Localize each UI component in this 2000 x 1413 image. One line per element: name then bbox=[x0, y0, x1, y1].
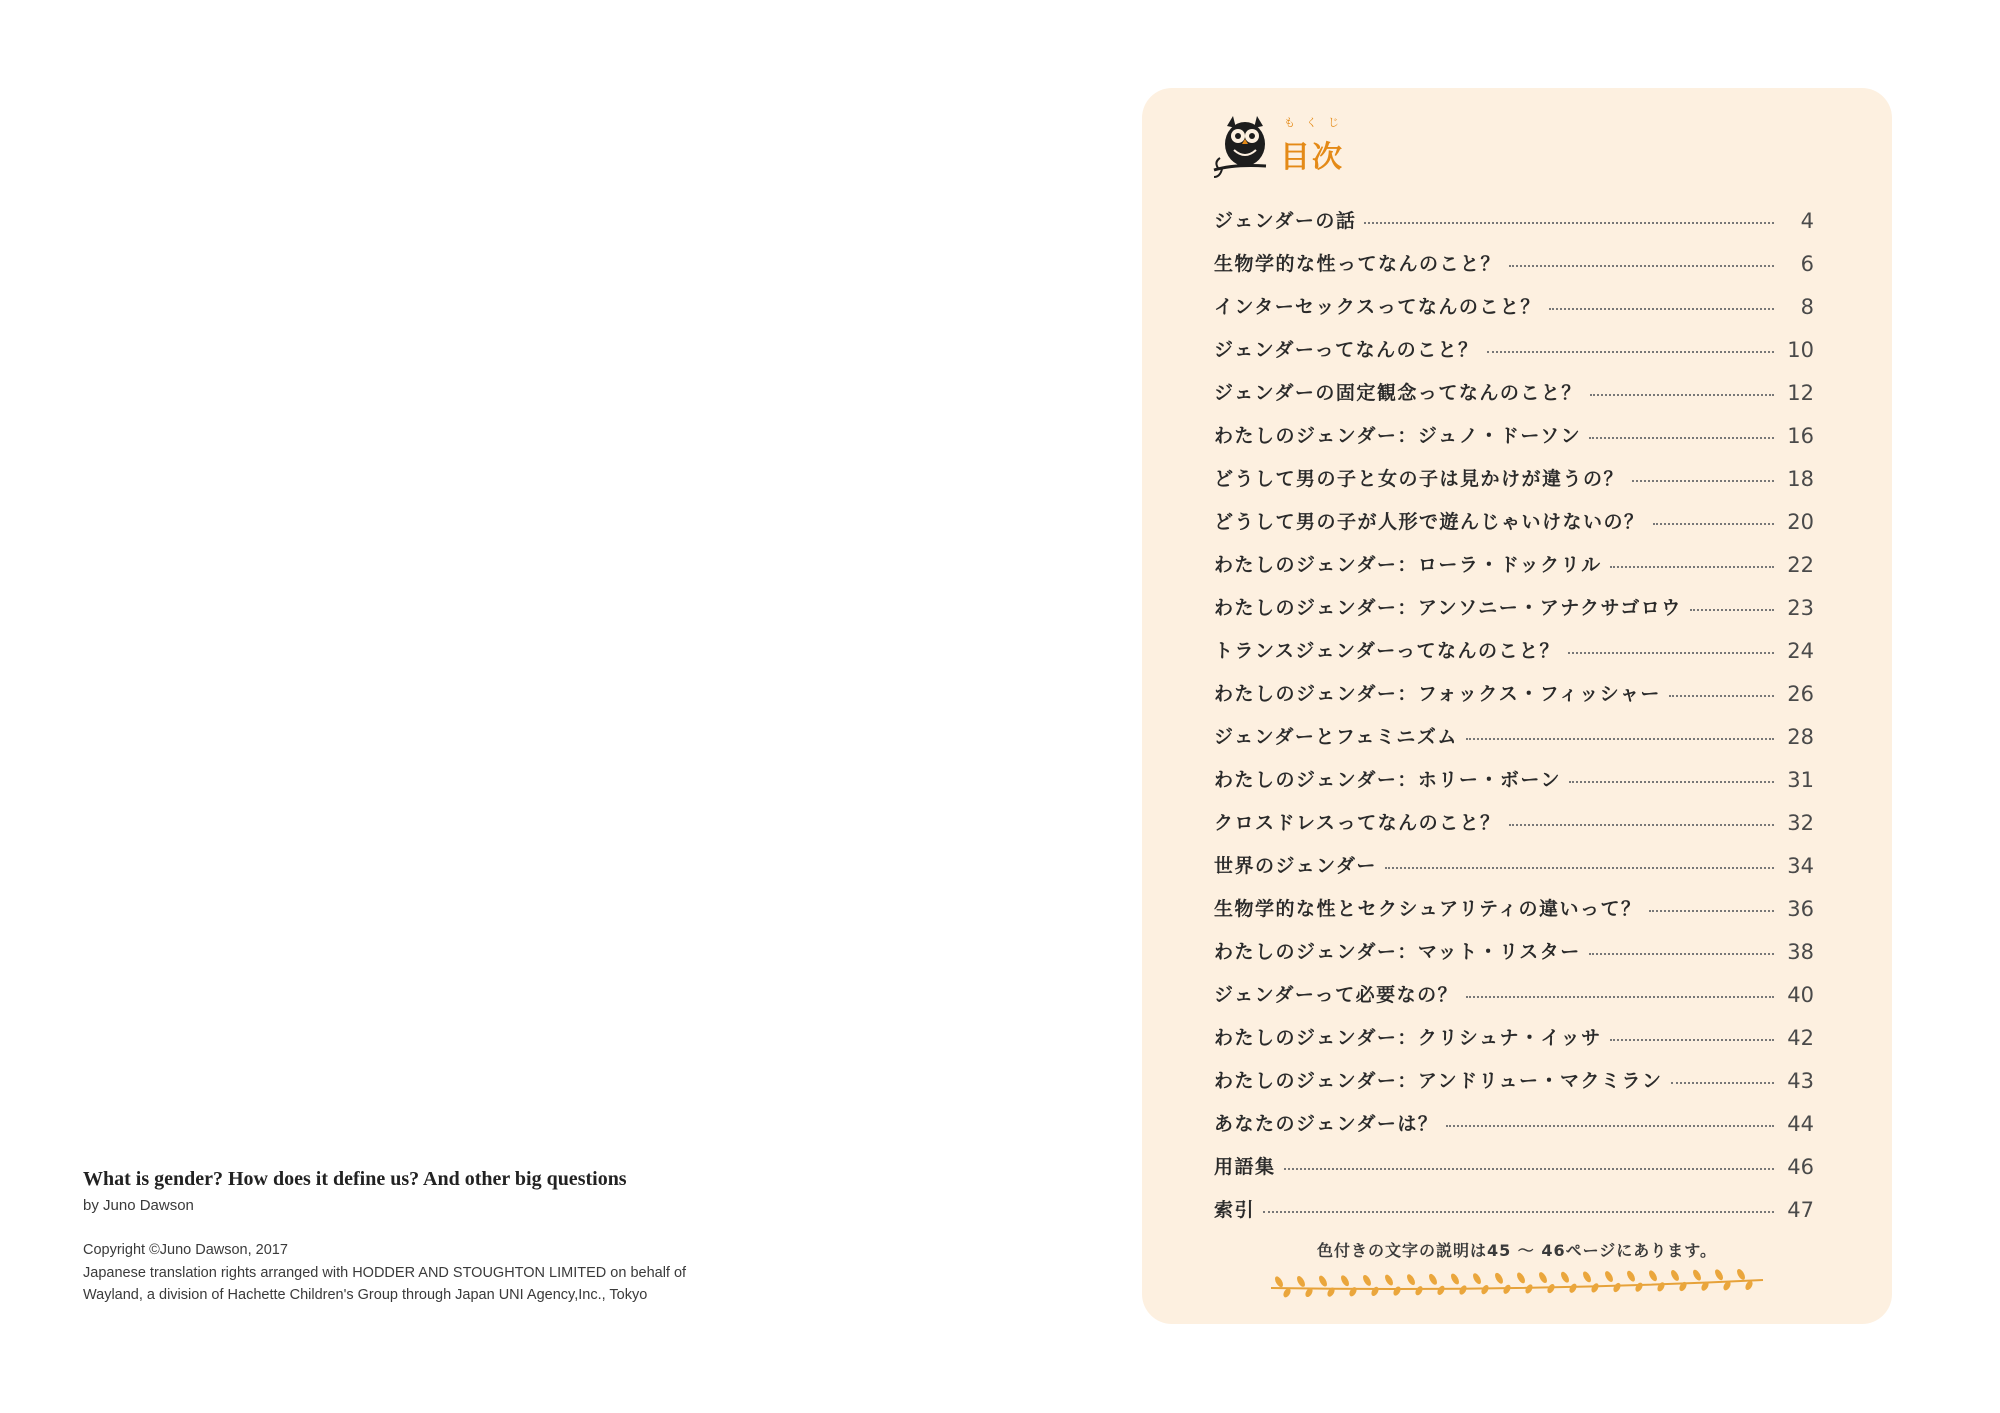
toc-entry-title: わたしのジェンダー：フォックス・フィッシャー bbox=[1214, 683, 1661, 705]
toc-entry-title: わたしのジェンダー：アンソニー・アナクサゴロウ bbox=[1214, 597, 1682, 619]
toc-entry bbox=[1214, 1179, 1814, 1222]
toc-leader-dots bbox=[1466, 996, 1774, 998]
toc-entry-page: 36 bbox=[1787, 897, 1814, 921]
toc-leader-dots bbox=[1669, 695, 1774, 697]
toc-entry-title: わたしのジェンダー：クリシュナ・イッサ bbox=[1214, 1027, 1602, 1049]
toc-entry bbox=[1214, 1136, 1814, 1179]
toc-leader-dots bbox=[1671, 1082, 1774, 1084]
credits-block bbox=[83, 1168, 783, 1306]
toc-leader-dots bbox=[1549, 308, 1774, 310]
toc-entry-page: 23 bbox=[1787, 596, 1814, 620]
toc-entry bbox=[1214, 233, 1814, 276]
toc-entry-page: 20 bbox=[1787, 510, 1814, 534]
toc-entry bbox=[1214, 964, 1814, 1007]
toc-entry-page: 47 bbox=[1787, 1198, 1814, 1222]
toc-entry bbox=[1214, 663, 1814, 706]
toc-entry-title: インターセックスってなんのこと？ bbox=[1214, 296, 1541, 318]
toc-title-ruby: もくじ bbox=[1284, 116, 1350, 129]
toc-entry-title: どうして男の子が人形で遊んじゃいけないの？ bbox=[1214, 511, 1645, 533]
toc-leader-dots bbox=[1568, 652, 1774, 654]
toc-entry bbox=[1214, 620, 1814, 663]
toc-entry-title: あなたのジェンダーは？ bbox=[1214, 1113, 1439, 1135]
toc-title: 目次 bbox=[1280, 140, 1344, 175]
toc-entry-title: クロスドレスってなんのこと？ bbox=[1214, 812, 1501, 834]
toc-entry bbox=[1214, 362, 1814, 405]
toc-entry-title: わたしのジェンダー：ジュノ・ドーソン bbox=[1214, 425, 1582, 447]
toc-entry-page: 24 bbox=[1787, 639, 1814, 663]
toc-entry-page: 10 bbox=[1787, 338, 1814, 362]
toc-entry-page: 22 bbox=[1787, 553, 1814, 577]
toc-leader-dots bbox=[1653, 523, 1774, 525]
toc-entry-page: 31 bbox=[1787, 768, 1814, 792]
toc-entry-page: 8 bbox=[1800, 295, 1814, 319]
toc-entry bbox=[1214, 921, 1814, 964]
rights-notice: Japanese translation rights arranged with HODDER AND STOUGHTON LIMITED on behalf of Wayland, a division of Hachette Children's Group through Japan UNI Agency,Inc., Tokyo bbox=[83, 1265, 687, 1303]
toc-leader-dots bbox=[1385, 867, 1774, 869]
toc-entry-page: 4 bbox=[1800, 209, 1814, 233]
toc-leader-dots bbox=[1589, 437, 1774, 439]
toc-entry-page: 28 bbox=[1787, 725, 1814, 749]
toc-leader-dots bbox=[1569, 781, 1774, 783]
toc-entry-page: 42 bbox=[1787, 1026, 1814, 1050]
toc-entry-page: 43 bbox=[1787, 1069, 1814, 1093]
toc-entry-page: 32 bbox=[1787, 811, 1814, 835]
toc-entry-title: どうして男の子と女の子は見かけが違うの？ bbox=[1214, 468, 1625, 490]
toc-entry-title: ジェンダーって必要なの？ bbox=[1214, 984, 1459, 1006]
toc-entry-page: 12 bbox=[1787, 381, 1814, 405]
toc-list bbox=[1214, 190, 1814, 1222]
toc-entry bbox=[1214, 706, 1814, 749]
toc-leader-dots bbox=[1610, 1039, 1774, 1041]
toc-entry bbox=[1214, 878, 1814, 921]
toc-leader-dots bbox=[1649, 910, 1774, 912]
toc-entry bbox=[1214, 749, 1814, 792]
toc-leader-dots bbox=[1632, 480, 1774, 482]
toc-entry-page: 38 bbox=[1787, 940, 1814, 964]
toc-leader-dots bbox=[1466, 738, 1774, 740]
toc-entry bbox=[1214, 276, 1814, 319]
toc-leader-dots bbox=[1589, 953, 1774, 955]
toc-leader-dots bbox=[1509, 265, 1774, 267]
toc-leader-dots bbox=[1509, 824, 1774, 826]
vine-icon bbox=[1267, 1266, 1767, 1300]
toc-entry bbox=[1214, 1093, 1814, 1136]
toc-note: 色付きの文字の説明は45 ～ 46ページにあります。 bbox=[1316, 1241, 1718, 1260]
toc-leader-dots bbox=[1284, 1168, 1774, 1170]
toc-leader-dots bbox=[1487, 351, 1774, 353]
book-title: What is gender? How does it define us? And other big questions bbox=[83, 1168, 627, 1190]
toc-leader-dots bbox=[1364, 222, 1774, 224]
toc-leader-dots bbox=[1263, 1211, 1774, 1213]
toc-entry bbox=[1214, 835, 1814, 878]
toc-entry-page: 40 bbox=[1787, 983, 1814, 1007]
toc-entry bbox=[1214, 577, 1814, 620]
toc-entry-title: 世界のジェンダー bbox=[1214, 855, 1377, 877]
toc-leader-dots bbox=[1610, 566, 1774, 568]
toc-entry bbox=[1214, 1007, 1814, 1050]
toc-leader-dots bbox=[1590, 394, 1774, 396]
toc-entry-title: わたしのジェンダー：ホリー・ボーン bbox=[1214, 769, 1561, 791]
owl-icon bbox=[1212, 114, 1274, 180]
toc-entry bbox=[1214, 319, 1814, 362]
toc-entry-title: 生物学的な性ってなんのこと？ bbox=[1214, 253, 1502, 275]
toc-entry bbox=[1214, 448, 1814, 491]
toc-entry-page: 18 bbox=[1787, 467, 1814, 491]
toc-entry bbox=[1214, 405, 1814, 448]
toc-entry-title: トランスジェンダーってなんのこと？ bbox=[1214, 640, 1561, 662]
toc-entry-title: 生物学的な性とセクシュアリティの違いって？ bbox=[1214, 898, 1642, 920]
toc-entry bbox=[1214, 190, 1814, 233]
toc-entry-title: ジェンダーの固定観念ってなんのこと？ bbox=[1214, 382, 1582, 404]
toc-entry-title: ジェンダーってなんのこと？ bbox=[1214, 339, 1479, 361]
toc-entry-page: 44 bbox=[1787, 1112, 1814, 1136]
toc-entry bbox=[1214, 534, 1814, 577]
toc-entry-page: 16 bbox=[1787, 424, 1814, 448]
toc-entry-title: 用語集 bbox=[1214, 1156, 1276, 1178]
toc-leader-dots bbox=[1690, 609, 1774, 611]
toc-entry-title: 索引 bbox=[1214, 1199, 1256, 1221]
toc-entry-page: 6 bbox=[1800, 252, 1814, 276]
toc-entry-title: わたしのジェンダー：マット・リスター bbox=[1214, 941, 1581, 963]
toc-entry bbox=[1214, 1050, 1814, 1093]
toc-entry-page: 34 bbox=[1787, 854, 1814, 878]
toc-panel bbox=[1142, 88, 1892, 1324]
toc-entry-title: わたしのジェンダー：アンドリュー・マクミラン bbox=[1214, 1070, 1663, 1092]
copyright-line: Copyright ©Juno Dawson, 2017 bbox=[83, 1242, 288, 1258]
author-line: by Juno Dawson bbox=[83, 1197, 194, 1214]
toc-entry bbox=[1214, 491, 1814, 534]
toc-entry-title: ジェンダーの話 bbox=[1214, 210, 1357, 232]
toc-entry-page: 26 bbox=[1787, 682, 1814, 706]
toc-entry-title: ジェンダーとフェミニズム bbox=[1214, 726, 1458, 748]
toc-entry bbox=[1214, 792, 1814, 835]
toc-leader-dots bbox=[1446, 1125, 1774, 1127]
toc-entry-title: わたしのジェンダー：ローラ・ドックリル bbox=[1214, 554, 1602, 576]
toc-entry-page: 46 bbox=[1787, 1155, 1814, 1179]
